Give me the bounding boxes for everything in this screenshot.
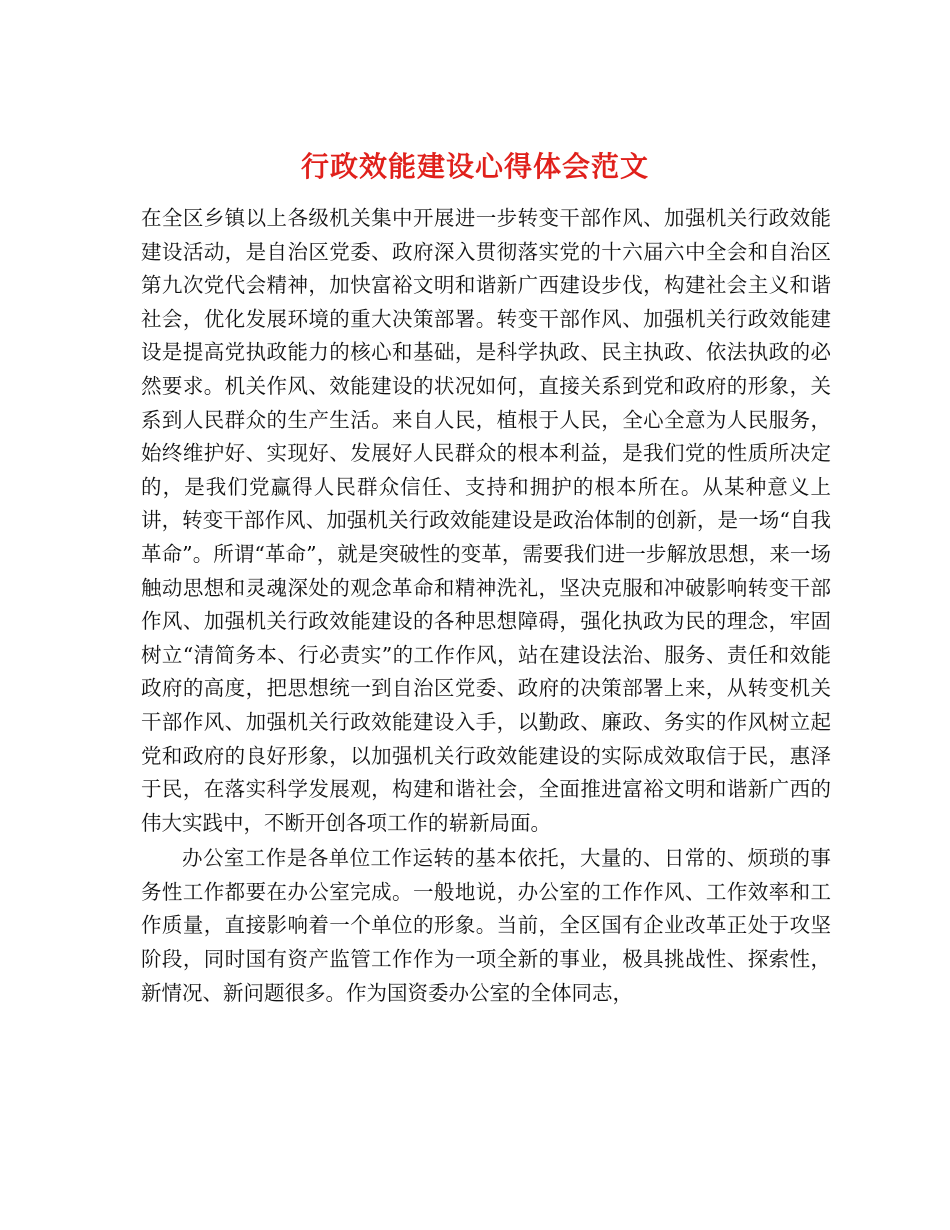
paragraph-1: 在全区乡镇以上各级机关集中开展进一步转变干部作风、加强机关行政效能建设活动，是自治区党委、政府深入贯彻落实党的十六届六中全会和自治区第九次党代会精神，加快富裕文明和谐新广西建设步伐，构建社会主义和谐社会，优化发展环境的重大决策部署。转变干部作风、加强机关行政效能建设是提高党执政能力的核心和基础，是科学执政、民主执政、依法执政的必然要求。机关作风、效能建设的状况如何，直接关系到党和政府的形象，关系到人民群众的生产生活。来自人民，植根于人民，全心全意为人民服务，始终维护好、实现好、发展好人民群众的根本利益，是我们党的性质所决定的，是我们党赢得人民群众信任、支持和拥护的根本所在。从某种意义上讲，转变干部作风、加强机关行政效能建设是政治体制的创新，是一场“自我革命”。所谓“革命”，就是突破性的变革，需要我们进一步解放思想，来一场触动思想和灵魂深处的观念革命和精神洗礼，坚决克服和冲破影响转变干部作风、加强机关行政效能建设的各种思想障碍，强化执政为民的理念，牢固树立“清简务本、行必责实”的工作作风，站在建设法治、服务、责任和效能政府的高度，把思想统一到自治区党委、政府的决策部署上来，从转变机关干部作风、加强机关行政效能建设入手，以勤政、廉政、务实的作风树立起党和政府的良好形象，以加强机关行政效能建设的实际成效取信于民，惠泽于民，在落实科学发展观，构建和谐社会，全面推进富裕文明和谐新广西的伟大实践中，不断开创各项工作的崭新局面。 xyxy=(141,206,831,835)
paragraph-2: 办公室工作是各单位工作运转的基本依托，大量的、日常的、烦琐的事务性工作都要在办公室完成。一般地说，办公室的工作作风、工作效率和工作质量，直接影响着一个单位的形象。当前，全区国有企业改革正处于攻坚阶段，同时国有资产监管工作作为一项全新的事业，极具挑战性、探索性，新情况、新问题很多。作为国资委办公室的全体同志， xyxy=(141,846,831,1005)
document-body xyxy=(141,202,831,1012)
document-title: 行政效能建设心得体会范文 xyxy=(300,149,649,183)
